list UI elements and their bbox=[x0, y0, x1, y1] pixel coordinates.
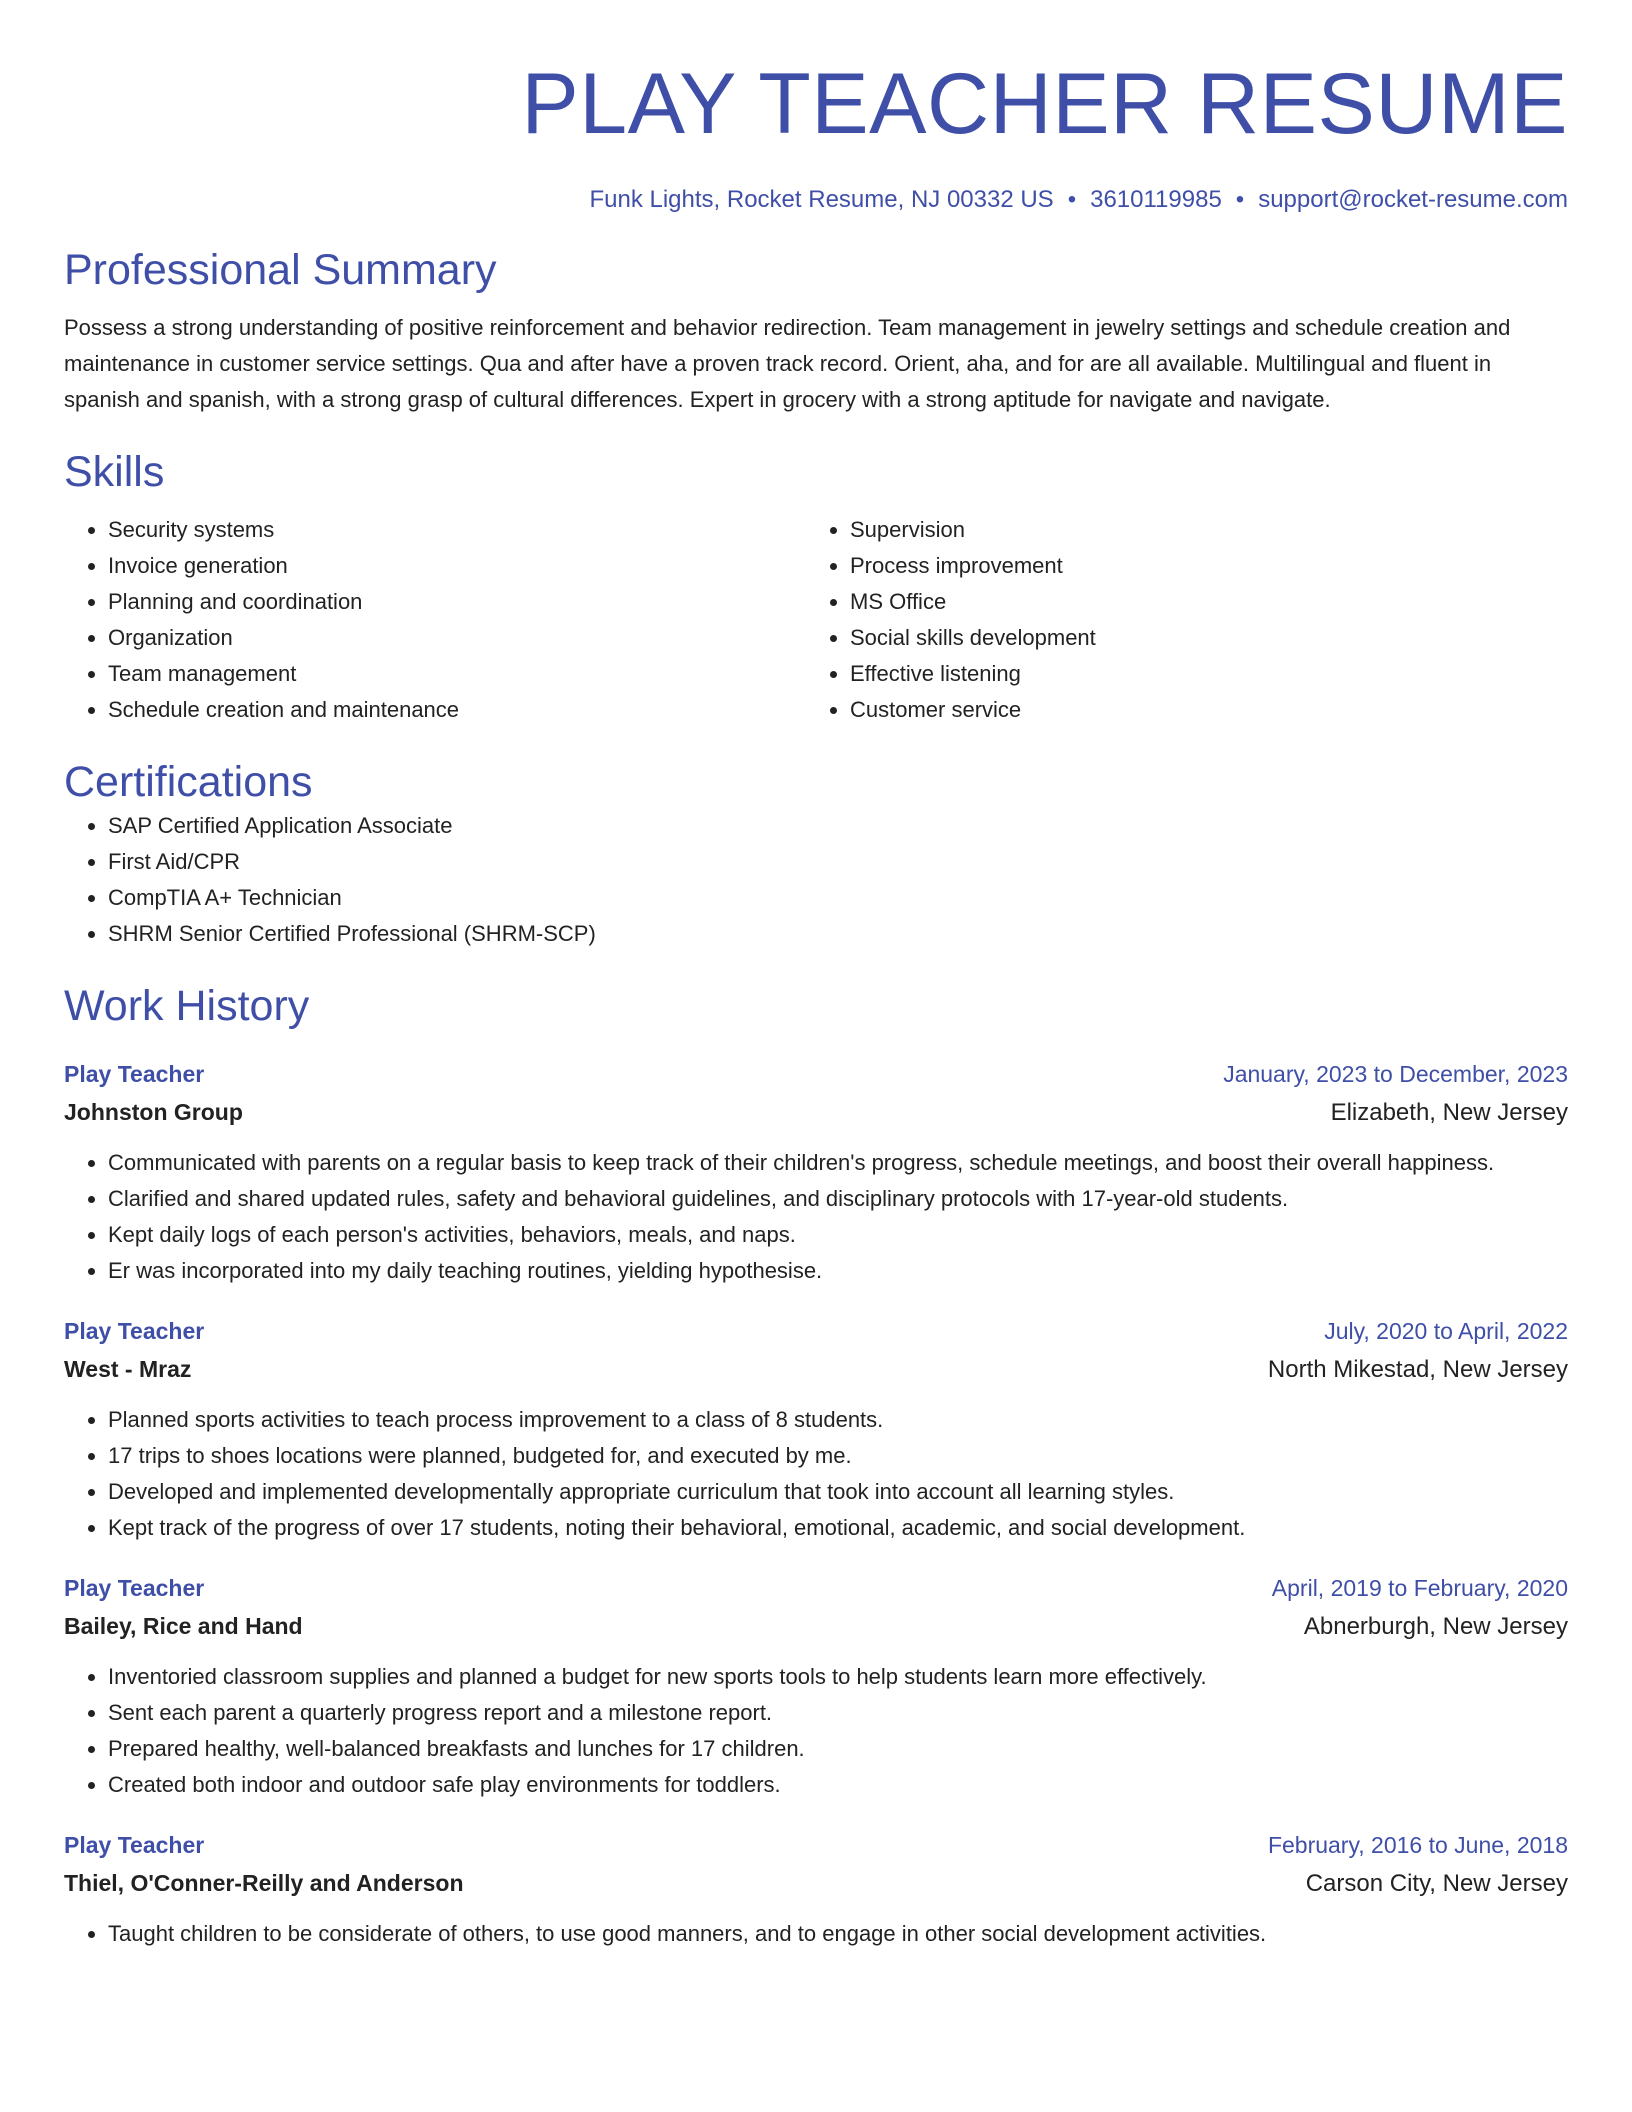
certification-item: • SAP Certified Application Associate bbox=[108, 808, 1568, 844]
summary-text: Possess a strong understanding of positive reinforcement and behavior redirection. Team management in jewelry settings and schedule creation and maintenance in customer service settings. Qua and after have a proven track record. Orient, aha, and for are all available. Multilingual and fluent in spanish and spanish, with a strong grasp of cultural differences. Expert in grocery with a strong aptitude for navigate and navigate. bbox=[64, 315, 1511, 412]
job-bullet: • Kept daily logs of each person's activities, behaviors, meals, and naps. bbox=[108, 1217, 1568, 1253]
certifications-list bbox=[64, 808, 1568, 952]
skill-item: • Schedule creation and maintenance bbox=[108, 692, 806, 728]
certification-item: • SHRM Senior Certified Professional (SHRM-SCP) bbox=[108, 916, 1568, 952]
job-bullet: • Prepared healthy, well-balanced breakfasts and lunches for 17 children. bbox=[108, 1731, 1568, 1767]
job-bullet: • 17 trips to shoes locations were planned, budgeted for, and executed by me. bbox=[108, 1438, 1568, 1474]
job-header-row bbox=[64, 1056, 1568, 1092]
job-bullet: • Planned sports activities to teach process improvement to a class of 8 students. bbox=[108, 1402, 1568, 1438]
contact-phone: 3610119985 bbox=[1090, 186, 1222, 213]
job-header-row bbox=[64, 1827, 1568, 1863]
job-dates: April, 2019 to February, 2020 bbox=[1271, 1575, 1568, 1601]
job-entry bbox=[64, 1827, 1568, 1952]
job-bullet: • Created both indoor and outdoor safe play environments for toddlers. bbox=[108, 1767, 1568, 1803]
job-company-row bbox=[64, 1863, 1568, 1904]
job-header-row bbox=[64, 1313, 1568, 1349]
job-company-row bbox=[64, 1092, 1568, 1133]
summary-heading: Professional Summary bbox=[64, 246, 497, 294]
job-location: North Mikestad, New Jersey bbox=[1267, 1356, 1568, 1383]
job-entry bbox=[64, 1056, 1568, 1289]
work-history-heading: Work History bbox=[64, 982, 310, 1030]
job-bullet: • Developed and implemented developmentally appropriate curriculum that took into account all learning styles. bbox=[108, 1474, 1568, 1510]
skills-right-list bbox=[806, 512, 1548, 728]
job-dates: February, 2016 to June, 2018 bbox=[1267, 1832, 1568, 1858]
job-title: Play Teacher bbox=[64, 1061, 205, 1087]
job-bullets bbox=[64, 1916, 1568, 1952]
job-location: Elizabeth, New Jersey bbox=[1330, 1099, 1568, 1126]
skill-item: • Organization bbox=[108, 620, 806, 656]
skills-left-list bbox=[64, 512, 806, 728]
skill-item: • Process improvement bbox=[850, 548, 1548, 584]
job-bullet: • Taught children to be considerate of others, to use good manners, and to engage in other social development activities. bbox=[108, 1916, 1568, 1952]
job-title: Play Teacher bbox=[64, 1318, 205, 1344]
job-location: Abnerburgh, New Jersey bbox=[1303, 1613, 1568, 1640]
job-entry bbox=[64, 1313, 1568, 1546]
job-bullets bbox=[64, 1145, 1568, 1289]
job-company: Bailey, Rice and Hand bbox=[64, 1613, 303, 1639]
job-bullet: • Communicated with parents on a regular basis to keep track of their children's progress, schedule meetings, and boost their overall happiness. bbox=[108, 1145, 1568, 1181]
certification-item: • First Aid/CPR bbox=[108, 844, 1568, 880]
job-bullets bbox=[64, 1659, 1568, 1803]
skill-item: • Customer service bbox=[850, 692, 1548, 728]
resume-page bbox=[64, 0, 1568, 1952]
job-entry bbox=[64, 1570, 1568, 1803]
job-bullet: • Clarified and shared updated rules, safety and behavioral guidelines, and disciplinary protocols with 17-year-old students. bbox=[108, 1181, 1568, 1217]
resume-title: PLAY TEACHER RESUME bbox=[521, 56, 1568, 152]
job-bullet: • Inventoried classroom supplies and planned a budget for new sports tools to help students learn more effectively. bbox=[108, 1659, 1568, 1695]
job-title: Play Teacher bbox=[64, 1832, 205, 1858]
skill-item: • Planning and coordination bbox=[108, 584, 806, 620]
certification-item: • CompTIA A+ Technician bbox=[108, 880, 1568, 916]
skill-item: • Supervision bbox=[850, 512, 1548, 548]
skills-columns bbox=[64, 512, 1568, 728]
skill-item: • Team management bbox=[108, 656, 806, 692]
job-company: West - Mraz bbox=[64, 1356, 192, 1382]
skill-item: • Security systems bbox=[108, 512, 806, 548]
contact-separator: • bbox=[1235, 186, 1245, 213]
skill-item: • Invoice generation bbox=[108, 548, 806, 584]
certifications-heading: Certifications bbox=[64, 758, 313, 806]
contact-address: Funk Lights, Rocket Resume, NJ 00332 US bbox=[589, 186, 1054, 213]
job-bullet: • Kept track of the progress of over 17 students, noting their behavioral, emotional, academic, and social development. bbox=[108, 1510, 1568, 1546]
job-company: Johnston Group bbox=[64, 1099, 243, 1125]
job-company: Thiel, O'Conner-Reilly and Anderson bbox=[64, 1870, 464, 1896]
skill-item: • Social skills development bbox=[850, 620, 1548, 656]
job-company-row bbox=[64, 1606, 1568, 1647]
contact-email[interactable]: support@rocket-resume.com bbox=[1258, 186, 1568, 213]
contact-line bbox=[64, 184, 1568, 216]
skill-item: • MS Office bbox=[850, 584, 1548, 620]
job-bullet: • Er was incorporated into my daily teaching routines, yielding hypothesise. bbox=[108, 1253, 1568, 1289]
job-bullet: • Sent each parent a quarterly progress report and a milestone report. bbox=[108, 1695, 1568, 1731]
job-location: Carson City, New Jersey bbox=[1305, 1870, 1568, 1897]
skill-item: • Effective listening bbox=[850, 656, 1548, 692]
skills-heading: Skills bbox=[64, 448, 165, 496]
job-dates: July, 2020 to April, 2022 bbox=[1324, 1318, 1568, 1344]
job-header-row bbox=[64, 1570, 1568, 1606]
job-title: Play Teacher bbox=[64, 1575, 205, 1601]
job-bullets bbox=[64, 1402, 1568, 1546]
contact-separator: • bbox=[1067, 186, 1077, 213]
job-company-row bbox=[64, 1349, 1568, 1390]
job-dates: January, 2023 to December, 2023 bbox=[1223, 1061, 1568, 1087]
